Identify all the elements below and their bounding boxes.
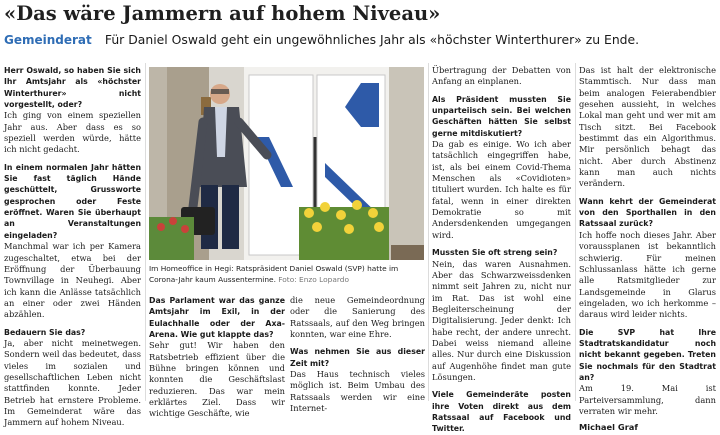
interview-answer: Manchmal war ich per Kamera zugeschaltet, etwa bei der Eröffnung der Überbauung Townvillage in Neuhegi. Aber ich kann die Anlässe tatsächlich an einer oder zwei Händen abzählen. — [4, 241, 141, 320]
article-subline — [4, 29, 639, 47]
interview-question: Herr Oswald, so haben Sie sich Ihr Amtsjahr als «höchster Winterthurer» nicht vorgestellt, oder? — [4, 66, 141, 110]
photo-credit: Foto: Enzo Lopardo — [278, 274, 350, 284]
interview-answer: Da gab es einige. Wo ich aber tatsächlich eingegriffen habe, ist, als bei einem Covid-Thema Menschen als «Covidioten» tituliert wurden. Ich halte es für fatal, wenn in einer direkten Demokratie so mit Andersdenkenden umgegangen wird. — [432, 139, 571, 240]
interview-answer: Am 19. Mai ist Parteiversammlung, dann verraten wir mehr. — [579, 383, 716, 416]
column-5 — [579, 65, 716, 434]
interview-answer: Sehr gut! Wir haben den Ratsbetrieb effizient über die Bühne bringen können und konnten die Geschäftslast reduzieren. Das war mein erklärtes Ziel. Dass wir wichtige Geschäfte, wie — [149, 340, 285, 419]
interview-question: Das Parlament war das ganze Amtsjahr im Exil, in der Eulachhalle oder der Axa-Arena. Wie gut klappte das? — [149, 296, 285, 340]
interview-answer: Nein, das waren Ausnahmen. Aber das Schwarzweissdenken nimmt seit Jahren zu, nicht nur im Rat. Das ist wohl eine Begleiterscheinung der Digitalisierung. Jeder denkt: Ich habe recht, der andere unrecht. Dabei weiss niemand alleine alles. Nur durch eine Diskussion auf Augenhöhe findet man gute Lösungen. — [432, 258, 571, 382]
article-photo — [149, 67, 424, 260]
photo-caption — [149, 264, 425, 285]
interview-answer: Übertragung der Debatten von Anfang an einplanen. — [432, 65, 571, 87]
interview-answer: Ja, aber nicht meinetwegen. Sondern weil das bedeutet, dass vieles im sozialen und gesellschaftlichen Leben nicht stattfinden konnte. Jeder Betrieb hat ernstere Probleme. Im Gemeinderat wäre das Jammern auf hohem Niveau. — [4, 337, 141, 428]
section-kicker: Gemeinderat — [4, 33, 92, 47]
column-rule — [145, 63, 146, 401]
interview-answer: Das Haus technisch vieles möglich ist. Beim Umbau des Ratssaals werden wir eine Internet- — [290, 369, 425, 414]
interview-answer: Das ist halt der elektronische Stammtisch. Nur dass man beim analogen Feierabendbier gesehen aussieht, in welches Lokal man geht und wer mit am Tisch sitzt. Bei Facebook bestimmt das ein Algorithmus. Mir persönlich behagt das nicht. Aber durch Abstinenz kann man auch nichts verändern. — [579, 65, 716, 189]
interview-question: In einem normalen Jahr hätten Sie fast täglich Hände geschüttelt, Grussworte gesprochen oder Feste eröffnet. Waren Sie überhaupt an Veranstaltungen eingeladen? — [4, 162, 141, 240]
interview-question: Die SVP hat Ihre Stadtratskandidatur noch nicht bekannt gegeben. Treten Sie nochmals für den Stadtrat an? — [579, 327, 716, 382]
caption-text: Im Homeoffice in Hegi: Ratspräsident Daniel Oswald (SVP) hatte im Corona-Jahr kaum Aussentermine. — [149, 264, 399, 284]
interview-answer: Ich hoffe noch dieses Jahr. Aber voraussplanen ist bekanntlich schwierig. Für meinen Schlussanlass hätte ich gerne alle Ratsmitglieder zur Landsgemeinde in Glarus eingeladen, wo ich herkomme – daraus wird leider nichts. — [579, 229, 716, 320]
interview-question: Als Präsident mussten Sie unparteiisch sein. Bei welchen Geschäften hätten Sie selbst gerne mitdiskutiert? — [432, 94, 571, 138]
photo-illustration — [149, 67, 424, 260]
column-rule — [428, 63, 429, 401]
article-headline: «Das wäre Jammern auf hohem Niveau» — [4, 2, 441, 25]
column-2-lower — [149, 295, 285, 420]
interview-question: Wann kehrt der Gemeinderat von den Sporthallen in den Ratssaal zurück? — [579, 196, 716, 229]
interview-question: Bedauern Sie das? — [4, 327, 86, 337]
interview-answer: Ich ging von einem speziellen Jahr aus. Aber dass es so speziell werden würde, hätte ich nicht gedacht. — [4, 110, 141, 155]
column-4 — [432, 65, 571, 435]
interview-answer: die neue Gemeindeordnung oder die Sanierung des Ratssaals, auf den Weg bringen konnten, war eine Ehre. — [290, 295, 425, 340]
interview-question: Was nehmen Sie aus dieser Zeit mit? — [290, 347, 425, 368]
article-dek: Für Daniel Oswald geht ein ungewöhnliches Jahr als «höchster Winterthurer» zu Ende. — [104, 32, 640, 47]
column-1 — [4, 65, 141, 429]
byline: Michael Graf — [579, 422, 638, 433]
column-3-lower — [290, 295, 425, 414]
column-rule — [575, 63, 576, 401]
interview-question: Mussten Sie oft streng sein? — [432, 248, 558, 258]
interview-question: Viele Gemeinderäte posten ihre Voten direkt aus dem Ratssaal auf Facebook und Twitter. — [432, 390, 571, 434]
